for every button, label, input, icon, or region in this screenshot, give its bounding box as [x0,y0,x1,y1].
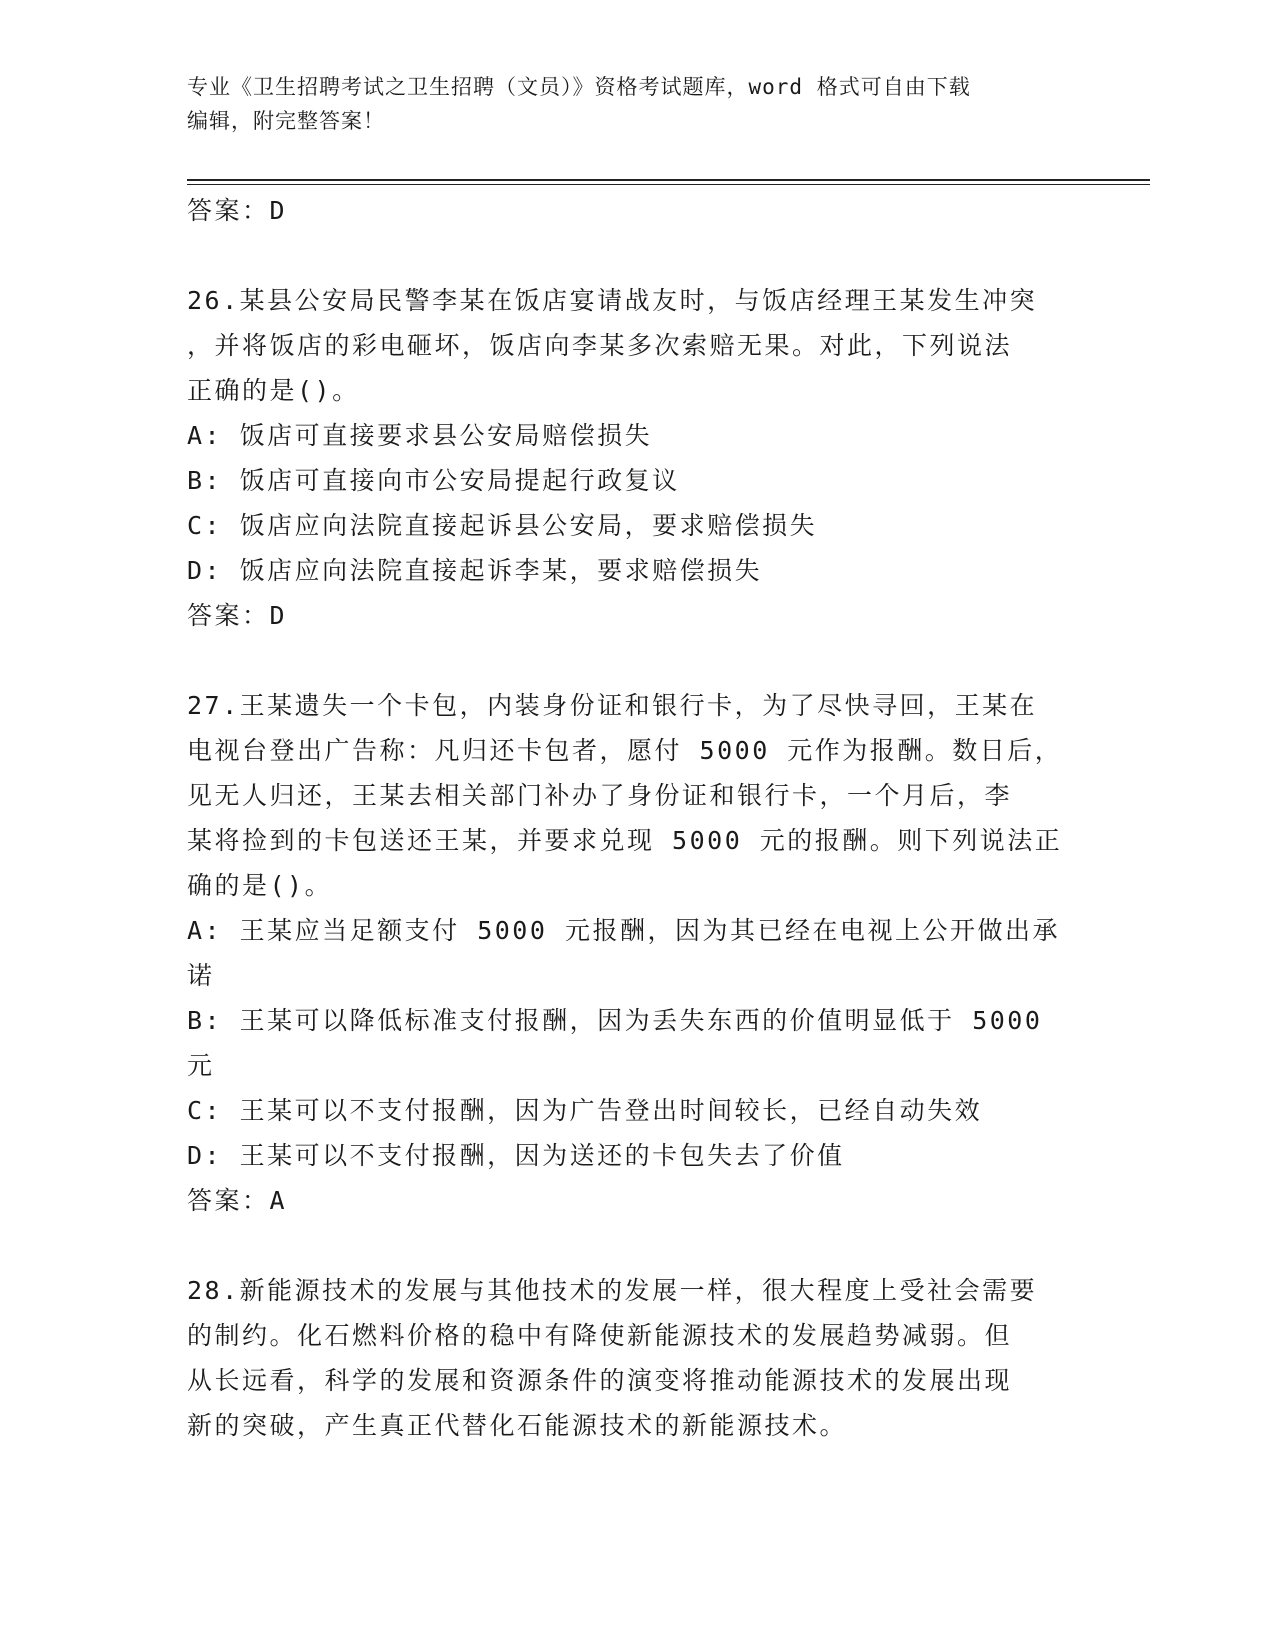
header-line-2: 编辑，附完整答案！ [187,109,385,133]
question-26-line: ，并将饭店的彩电砸坏，饭店向李某多次索赔无果。对此，下列说法 [187,331,1013,360]
question-26-option-c: C: 饭店应向法院直接起诉县公安局，要求赔偿损失 [187,511,818,540]
question-26-option-d: D: 饭店应向法院直接起诉李某，要求赔偿损失 [187,556,763,585]
question-27-line: 27.王某遗失一个卡包，内装身份证和银行卡，为了尽快寻回，王某在 [187,691,1038,720]
answer-27: 答案：A [187,1186,288,1215]
question-27-option-a: A: 王某应当足额支付 5000 元报酬，因为其已经在电视上公开做出承 [187,916,1060,945]
question-28-line: 28.新能源技术的发展与其他技术的发展一样，很大程度上受社会需要 [187,1276,1038,1305]
document-header [187,70,1067,138]
question-26-line: 正确的是()。 [187,376,360,405]
question-26-line: 26.某县公安局民警李某在饭店宴请战友时，与饭店经理王某发生冲突 [187,286,1038,315]
question-28-line: 从长远看，科学的发展和资源条件的演变将推动能源技术的发展出现 [187,1366,1013,1395]
question-27-option-d: D: 王某可以不支付报酬，因为送还的卡包失去了价值 [187,1141,845,1170]
question-27-line: 某将捡到的卡包送还王某，并要求兑现 5000 元的报酬。则下列说法正 [187,826,1063,855]
question-27 [187,683,1087,1223]
question-28-line: 的制约。化石燃料价格的稳中有降使新能源技术的发展趋势减弱。但 [187,1321,1013,1350]
header-rule-thin [187,184,1150,185]
question-28 [187,1268,1087,1448]
document-body [187,188,1087,1448]
answer-25: 答案：D [187,196,288,225]
question-27-option-a-cont: 诺 [187,961,215,990]
question-27-option-b-cont: 元 [187,1051,215,1080]
answer-26: 答案：D [187,601,288,630]
question-28-line: 新的突破，产生真正代替化石能源技术的新能源技术。 [187,1411,848,1440]
question-27-option-c: C: 王某可以不支付报酬，因为广告登出时间较长，已经自动失效 [187,1096,983,1125]
question-26-option-a: A: 饭店可直接要求县公安局赔偿损失 [187,421,653,450]
header-line-1: 专业《卫生招聘考试之卫生招聘（文员）》资格考试题库，word 格式可自由下载 [187,75,971,99]
header-rule-thick [187,179,1150,181]
question-26 [187,278,1087,638]
question-26-option-b: B: 饭店可直接向市公安局提起行政复议 [187,466,680,495]
question-27-line: 见无人归还，王某去相关部门补办了身份证和银行卡，一个月后，李 [187,781,1013,810]
question-27-line: 电视台登出广告称：凡归还卡包者，愿付 5000 元作为报酬。数日后， [187,736,1063,765]
question-27-option-b: B: 王某可以降低标准支付报酬，因为丢失东西的价值明显低于 5000 [187,1006,1043,1035]
question-27-line: 确的是()。 [187,871,333,900]
